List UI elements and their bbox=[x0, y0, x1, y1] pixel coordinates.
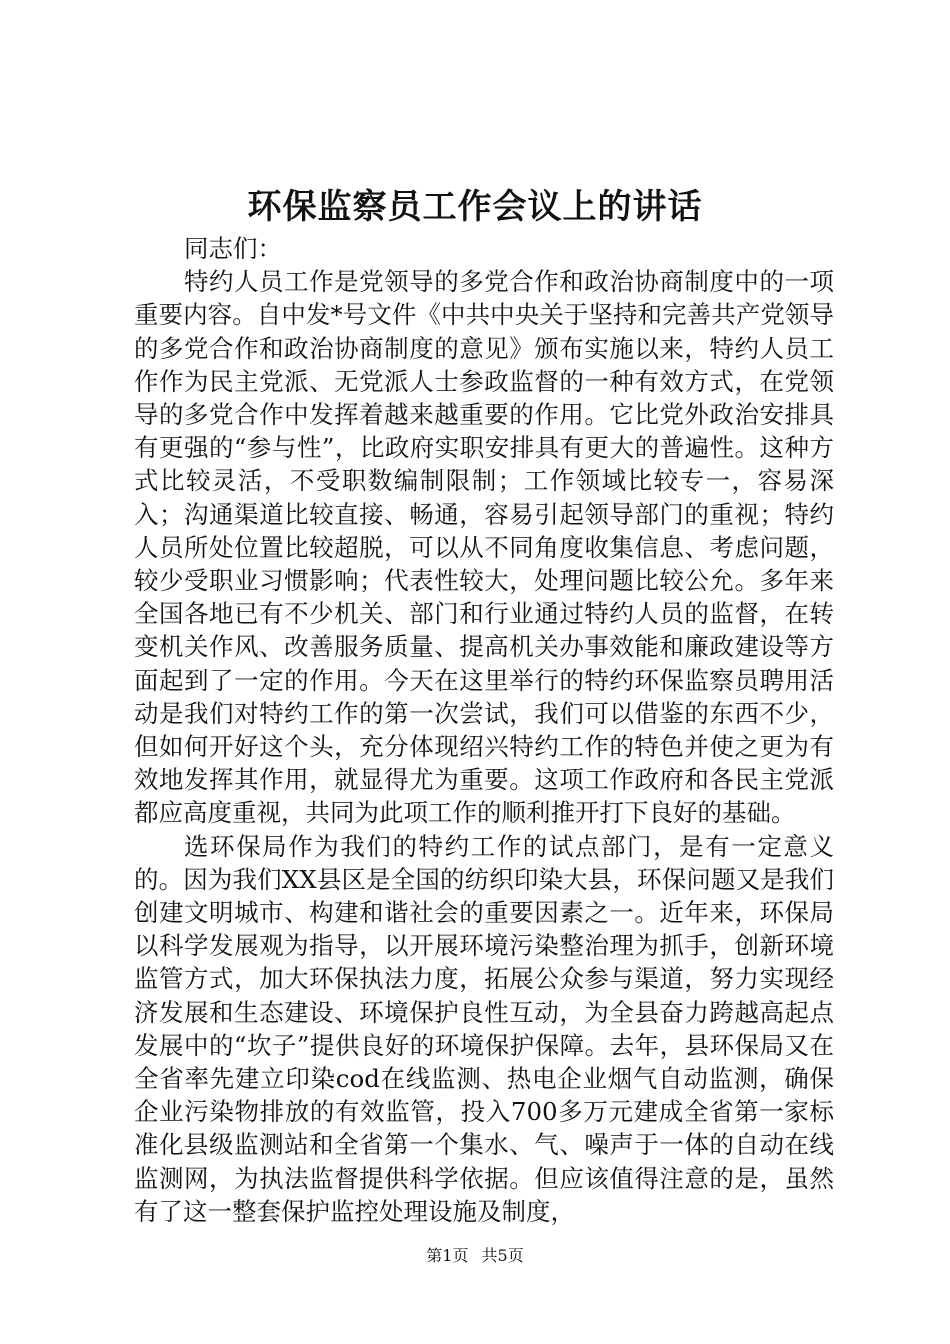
document-body bbox=[134, 232, 834, 1228]
paragraph-2: 选环保局作为我们的特约工作的试点部门，是有一定意义的。因为我们XX县区是全国的纺织印染大县，环保问题又是我们创建文明城市、构建和谐社会的重要因素之一。近年来，环保局以科学发展观为指导，以开展环境污染整治理为抓手，创新环境监管方式，加大环保执法力度，拓展公众参与渠道，努力实现经济发展和生态建设、环境保护良性互动，为全县奋力跨越高起点发展中的“坎子”提供良好的环境保护保障。去年，县环保局又在全省率先建立印染cod在线监测、热电企业烟气自动监测，确保企业污染物排放的有效监管，投入700多万元建成全省第一家标准化县级监测站和全省第一个集水、气、噪声于一体的自动在线监测网，为执法监督提供科学依据。但应该值得注意的是，虽然有了这一整套保护监控处理设施及制度， bbox=[134, 831, 834, 1226]
page-total: 共5页 bbox=[481, 1246, 524, 1265]
paragraph-1: 特约人员工作是党领导的多党合作和政治协商制度中的一项重要内容。自中发*号文件《中共中央关于坚持和完善共产党领导的多党合作和政治协商制度的意见》颁布实施以来，特约人员工作作为民主党派、无党派人士参政监督的一种有效方式，在党领导的多党合作中发挥着越来越重要的作用。它比党外政治安排具有更强的“参与性”，比政府实职安排具有更大的普遍性。这种方式比较灵活，不受职数编制限制；工作领域比较专一，容易深入；沟通渠道比较直接、畅通，容易引起领导部门的重视；特约人员所处位置比较超脱，可以从不同角度收集信息、考虑问题，较少受职业习惯影响；代表性较大，处理问题比较公允。多年来全国各地已有不少机关、部门和行业通过特约人员的监督，在转变机关作风、改善服务质量、提高机关办事效能和廉政建设等方面起到了一定的作用。今天在这里举行的特约环保监察员聘用活动是我们对特约工作的第一次尝试，我们可以借鉴的东西不少，但如何开好这个头，充分体现绍兴特约工作的特色并使之更为有效地发挥其作用，就显得尤为重要。这项工作政府和各民主党派都应高度重视，共同为此项工作的顺利推开打下良好的基础。 bbox=[134, 267, 834, 828]
page-number: 第1页 bbox=[426, 1246, 469, 1265]
salutation: 同志们： bbox=[184, 234, 282, 263]
page-footer bbox=[0, 1243, 950, 1266]
page-title: 环保监察员工作会议上的讲话 bbox=[247, 187, 703, 227]
